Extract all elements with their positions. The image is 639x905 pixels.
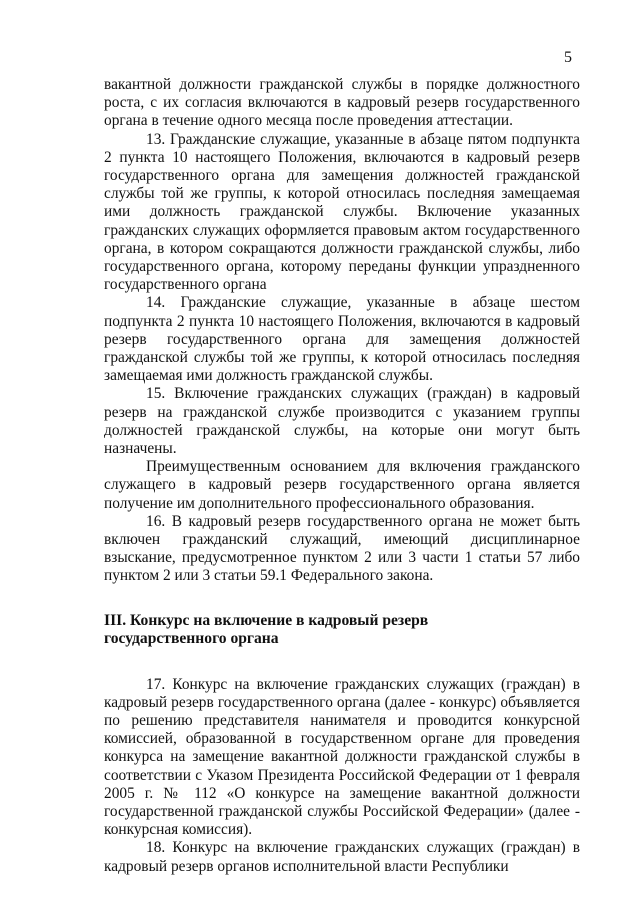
paragraph-16: 16. В кадровый резерв государственного органа не может быть включен гражданский служащий, имеющий дисциплинарное взыскание, предусмотренное пунктом 2 или 3 части 1 статьи 57 либо пунктом 2 или 3 статьи 59.1 Федерального закона.: [104, 512, 580, 585]
section-heading-line-1: III. Конкурс на включение в кадровый резерв: [104, 611, 429, 629]
spacer: [104, 586, 580, 612]
paragraph-18: 18. Конкурс на включение гражданских служащих (граждан) в кадровый резерв органов исполнительной власти Республики: [104, 839, 580, 875]
section-heading-line-2: государственного органа: [104, 630, 279, 648]
paragraph-14: 14. Гражданские служащие, указанные в абзаце шестом подпункта 2 пункта 10 настоящего Положения, включаются в кадровый резерв государственного органа для замещения должностей гражданской службы той же группы, к которой относилась последняя замещаемая ими должность гражданской службы.: [104, 294, 580, 385]
paragraph-15-note: Преимущественным основанием для включения гражданского служащего в кадровый резерв государственного органа является получение им дополнительного профессионального образования.: [104, 458, 580, 512]
paragraph-15: 15. Включение гражданских служащих (граждан) в кадровый резерв на гражданской службе производится с указанием группы должностей гражданской службы, на которые они могут быть назначены.: [104, 385, 580, 458]
spacer: [104, 649, 580, 676]
paragraph-17: 17. Конкурс на включение гражданских служащих (граждан) в кадровый резерв государственного органа (далее - конкурс) объявляется по решению представителя нанимателя и проводится конкурсной комиссией, образованной в государственном органе для проведения конкурса на замещение вакантной должности гражданской службы в соответствии с Указом Президента Российской Федерации от 1 февраля 2005 г. № 112 «О конкурсе на замещение вакантной должности государственной гражданской службы Российской Федерации» (далее - конкурсная комиссия).: [104, 675, 580, 839]
document-body: [104, 76, 580, 876]
paragraph-13: 13. Гражданские служащие, указанные в абзаце пятом подпункта 2 пункта 10 настоящего Положения, включаются в кадровый резерв государственного органа для замещения должностей гражданской службы той же группы, к которой относилась последняя замещаемая ими должность гражданской службы. Включение указанных гражданских служащих оформляется правовым актом государственного органа, в котором сокращаются должности гражданской службы, либо государственного органа, которому переданы функции упраздненного государственного органа: [104, 130, 580, 294]
paragraph-continuation: вакантной должности гражданской службы в порядке должностного роста, с их согласия включаются в кадровый резерв государственного органа в течение одного месяца после проведения аттестации.: [104, 76, 580, 130]
page-number: 5: [564, 49, 572, 66]
